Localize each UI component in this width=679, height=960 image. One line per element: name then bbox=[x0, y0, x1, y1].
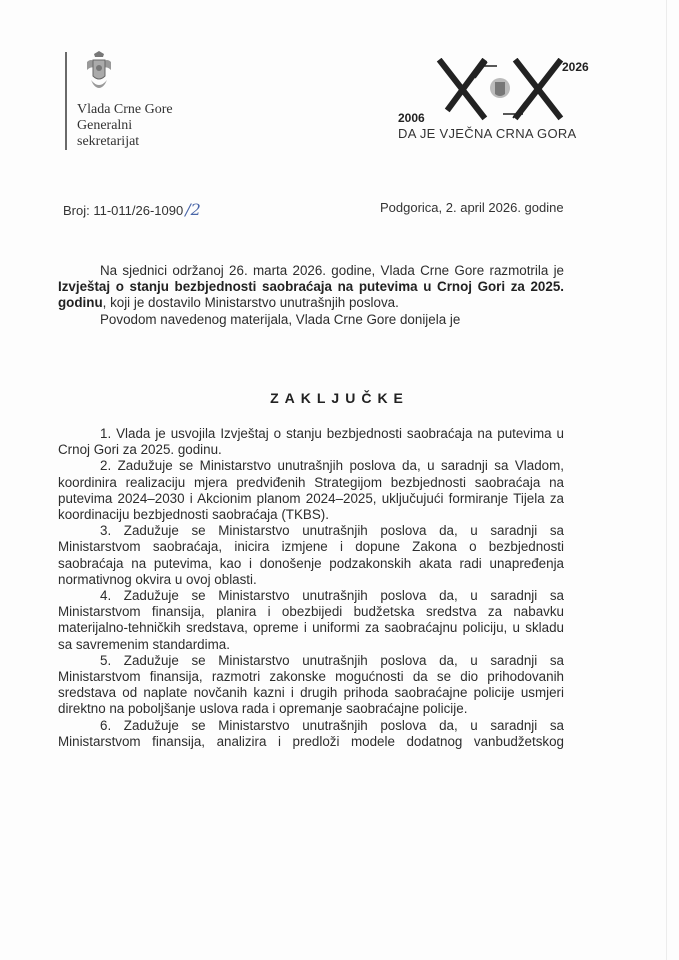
conclusions-title: ZAKLJUČKE bbox=[270, 390, 409, 406]
intro-text-prefix: Na sjednici održanoj 26. marta 2026. godine, Vlada Crne Gore razmotrila je bbox=[100, 263, 564, 278]
logo-year-end: 2026 bbox=[562, 60, 589, 74]
logo-year-start: 2006 bbox=[398, 111, 425, 125]
conclusion-item: 6. Zadužuje se Ministarstvo unutrašnjih poslova da, u saradnji sa Ministarstvom finansija, analizira i predloži modele dodatnog vanbudžetskog bbox=[58, 717, 564, 749]
conclusion-item: 1. Vlada je usvojila Izvještaj o stanju bezbjednosti saobraćaja na putevima u Crnoj Gori za 2025. godinu. bbox=[58, 426, 564, 458]
logo-motto: DA JE VJEČNA CRNA GORA bbox=[398, 126, 577, 141]
handwritten-suffix: /2 bbox=[185, 200, 201, 219]
page-edge bbox=[666, 0, 667, 960]
coat-of-arms-icon bbox=[83, 50, 115, 94]
conclusion-item: 5. Zadužuje se Ministarstvo unutrašnjih poslova da, u saradnji sa Ministarstvom finansija, razmotri zakonske mogućnosti da se dio prihodovanih sredstava od naplate novčanih kazni i drugih prihoda saobraćajne policije usmjeri direktno na poboljšanje uslova rada i opremanje saobraćajne policije. bbox=[58, 652, 564, 717]
conclusions-list bbox=[58, 426, 564, 750]
intro-paragraph bbox=[58, 263, 564, 312]
intro-text-suffix: , koji je dostavilo Ministarstvo unutrašnjih poslova. bbox=[102, 295, 399, 311]
org-line-1: Vlada Crne Gore bbox=[77, 102, 173, 117]
xx-anniversary-mark-icon bbox=[435, 58, 565, 122]
conclusion-item: 4. Zadužuje se Ministarstvo unutrašnjih poslova da, u saradnji sa Ministarstvom finansija, planira i obezbijedi budžetska sredstva za nabavku materijalno-tehničkih sredstava, opreme i uniformi za saobraćajnu policiju, u skladu sa savremenim standardima. bbox=[58, 588, 564, 652]
org-line-2: Generalni bbox=[77, 118, 133, 133]
conclusion-item: 2. Zadužuje se Ministarstvo unutrašnjih poslova da, u saradnji sa Vladom, koordinira realizaciju mjera predviđenih Strategijom bezbjednosti saobraćaja na putevima 2024–2030 i Akcionim planom 2024–2025, uključujući formiranje Tijela za koordinaciju bezbjednosti saobraćaja (TKBS). bbox=[58, 458, 564, 523]
conclusion-item: 3. Zadužuje se Ministarstvo unutrašnjih poslova da, u saradnji sa Ministarstvom saobraćaja, inicira izmjene i dopune Zakona o bezbjednosti saobraćaja na putevima, kao i donošenje podzakonskih akata radi unapređenja normativnog okvira u ovoj oblasti. bbox=[58, 523, 564, 587]
place-date: Podgorica, 2. april 2026. godine bbox=[380, 200, 564, 215]
org-line-3: sekretarijat bbox=[77, 134, 140, 149]
reference-number bbox=[63, 200, 201, 219]
intro-decision-sentence: Povodom navedenog materijala, Vlada Crne Gore donijela je bbox=[100, 311, 461, 327]
letterhead-rule bbox=[65, 52, 67, 150]
logo-coat-of-arms bbox=[490, 78, 510, 98]
report-title: Izvještaj o stanju bezbjednosti saobraćaja na putevima u Crnoj Gori za 2025. godinu bbox=[58, 279, 564, 311]
organization-name bbox=[77, 102, 173, 150]
anniversary-logo bbox=[395, 58, 595, 140]
intro-section bbox=[58, 263, 564, 328]
reference-label: Broj: 11-011/26-1090 bbox=[63, 203, 184, 218]
